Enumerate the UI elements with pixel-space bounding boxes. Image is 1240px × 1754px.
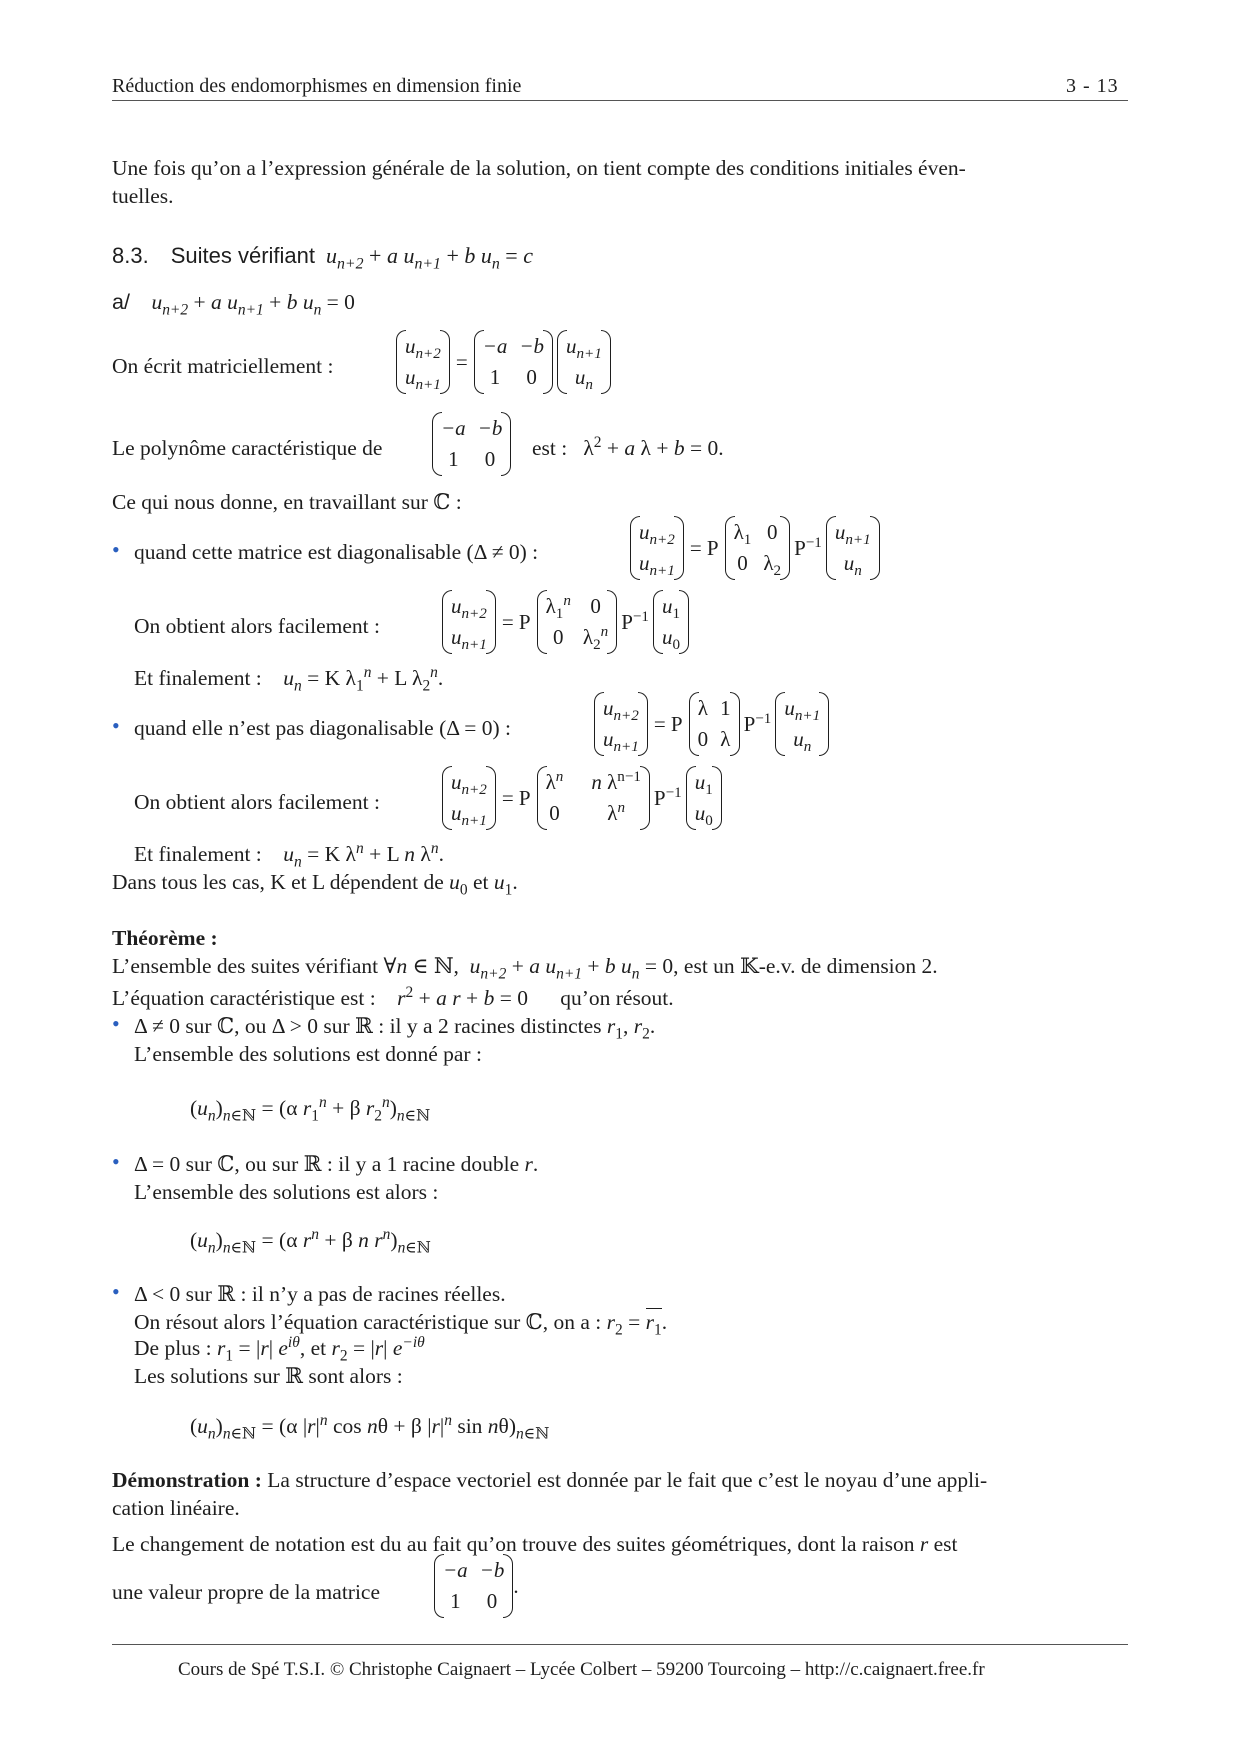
complex-intro: Ce qui nous donne, en travaillant sur ℂ :: [112, 490, 462, 514]
case-2-line: Δ = 0 sur ℂ, ou sur ℝ : il y a 1 racine double r.: [134, 1152, 539, 1176]
case-3-c-and: , et: [299, 1336, 327, 1360]
matrix-intro: On écrit matriciellement :: [112, 354, 334, 378]
case-3-b-line: On résout alors l’équation caractéristique sur ℂ, on a : $r_2 = r_1$.: [134, 1310, 668, 1339]
section-number: 8.3.: [112, 243, 149, 268]
demo-line-4: une valeur propre de la matrice: [112, 1580, 381, 1604]
case-1-b: L’ensemble des solutions est donné par :: [134, 1042, 482, 1066]
bullet-icon: •: [112, 1279, 120, 1304]
demo-matrix: −a −b 1 0 .: [434, 1554, 519, 1618]
theorem-line-1-text: L’ensemble des suites vérifiant ∀: [112, 954, 397, 978]
charpoly-matrix: −a −b 1 0: [432, 412, 511, 476]
section-heading: 8.3. Suites vérifiant $u_{n+2} + a$ $u_{n+1} + b$ $u_n = c$: [112, 243, 533, 273]
finally-2-line: Et finalement : $u_n = K$ $\lambda^n + L$ n $\lambda^n$.: [134, 839, 444, 871]
bullet-icon: •: [112, 1011, 120, 1036]
nondiag-equation: $u_{n+2}$ $u_{n+1}$ = P λ 1 0 λ $P^{-1}$ $u_{n+1}$ $u_n$: [594, 692, 829, 756]
char-eq: L’équation caractéristique est :: [112, 986, 376, 1010]
diag-power-equation: $u_{n+2}$ $u_{n+1}$ = P $\lambda_1^n$ 0 0 $\lambda_2^n$ $P^{-1}$ $u_1$ $u_0$: [442, 590, 689, 654]
part-a-heading: a/ $u_{n+2} + a$ $u_{n+1} + b$ $u_n = 0$: [112, 290, 355, 319]
obtain-2: On obtient alors facilement :: [134, 790, 380, 814]
obtain-1: On obtient alors facilement :: [134, 614, 380, 638]
all-cases: Dans tous les cas, K et L dépendent de: [112, 870, 444, 894]
charpoly-result: est : $\lambda^2 + a$ λ + b = 0.: [532, 433, 724, 460]
nondiag-case: quand elle n’est pas diagonalisable (Δ = 0) :: [134, 716, 512, 740]
footer-rule: [112, 1644, 1128, 1645]
case-2-a: Δ = 0 sur ℂ, ou sur ℝ : il y a 1 racine double: [134, 1152, 520, 1176]
char-eq-line: L’équation caractéristique est : $r^2 + a$ r + b = 0 qu’on résout.: [112, 983, 674, 1010]
part-a-label: a/: [112, 290, 130, 314]
theorem-line-1-end: , est un 𝕂-e.v. de dimension 2.: [673, 954, 938, 978]
intro-line-1: Une fois qu’on a l’expression générale de la solution, on tient compte des conditions initiales éven-: [112, 156, 966, 180]
nondiag-power-equation: $u_{n+2}$ $u_{n+1}$ = P $\lambda^n$ n $\lambda^{n-1}$ 0 $\lambda^n$ $P^{-1}$ $u_1$ $u_0$: [442, 766, 722, 830]
theorem-line-1: L’ensemble des suites vérifiant ∀n ∈ ℕ, $u_{n+2} + a$ $u_{n+1} + b$ $u_n = 0$, est un 𝕂-e.v. de dimension 2.: [112, 954, 938, 983]
page-number: 3 - 13: [1066, 75, 1119, 97]
finally-1: Et finalement :: [134, 666, 262, 690]
finally-1-line: Et finalement : $u_n = K$ $\lambda_1^n + L$ $\lambda_2^n$.: [134, 663, 444, 695]
case-2-formula: $(u_n)_{n\in ℕ} = (\alpha$ $r^n + \beta$ n $r^n)_{n\in ℕ}$: [190, 1225, 431, 1257]
bullet-icon: •: [112, 713, 120, 738]
demo-line-3-text: Le changement de notation est du au fait qu’on trouve des suites géométriques, dont la raison: [112, 1532, 915, 1556]
case-3-a: Δ < 0 sur ℝ : il n’y a pas de racines réelles.: [134, 1282, 506, 1306]
charpoly-est: est :: [532, 436, 568, 460]
demo-title: Démonstration :: [112, 1468, 262, 1492]
header-rule: [112, 100, 1128, 101]
case-1-formula: $(u_n)_{n\in ℕ} = (\alpha$ $r_1^n + \beta$ $r_2^n)_{n\in ℕ}$: [190, 1093, 431, 1125]
case-3-formula: $(u_n)_{n\in ℕ} = (\alpha$ $|r|^n$ cos nθ + β $|r|^n$ $\sin n\theta)_{n\in ℕ}$: [190, 1411, 550, 1443]
case-3-c-line: De plus : $r_1 = |r|$ $e^{i\theta}$, et $r_2 = |r|$ $e^{-i\theta}$: [134, 1333, 425, 1365]
demo-line-1: [112, 1466, 987, 1494]
all-cases-and: et: [473, 870, 489, 894]
theorem-title: Théorème :: [112, 926, 218, 950]
header-title: Réduction des endomorphismes en dimension finie: [112, 75, 522, 97]
case-3-d: Les solutions sur ℝ sont alors :: [134, 1364, 403, 1388]
all-cases-line: Dans tous les cas, K et L dépendent de $u_0$ et $u_1$.: [112, 870, 518, 899]
bullet-icon: •: [112, 1149, 120, 1174]
demo-line-2: cation linéaire.: [112, 1496, 240, 1520]
matrix-equation: $u_{n+2}$ $u_{n+1}$ = −a −b 1 0 $u_{n+1}$ $u_n$: [396, 330, 611, 394]
diag-case: quand cette matrice est diagonalisable (Δ ≠ 0) :: [134, 540, 539, 564]
section-title: Suites vérifiant: [170, 243, 315, 268]
demo-line-3-end: est: [933, 1532, 958, 1556]
demo-line-3: Le changement de notation est du au fait qu’on trouve des suites géométriques, dont la raison r est: [112, 1532, 958, 1556]
case-3-c: De plus :: [134, 1336, 212, 1360]
demo-line-1-text: La structure d’espace vectoriel est donnée par le fait que c’est le noyau d’une appli-: [267, 1468, 988, 1492]
intro-line-2: tuelles.: [112, 184, 174, 208]
finally-2: Et finalement :: [134, 842, 262, 866]
char-eq-end: qu’on résout.: [560, 986, 674, 1010]
case-1-a: Δ ≠ 0 sur ℂ, ou Δ > 0 sur ℝ : il y a 2 racines distinctes: [134, 1014, 602, 1038]
footer-text: Cours de Spé T.S.I. © Christophe Caignaert – Lycée Colbert – 59200 Tourcoing – http://c.caignaert.free.fr: [178, 1659, 985, 1680]
case-1-line: Δ ≠ 0 sur ℂ, ou Δ > 0 sur ℝ : il y a 2 racines distinctes $r_1$, $r_2$.: [134, 1014, 656, 1043]
bullet-icon: •: [112, 537, 120, 562]
case-3-b: On résout alors l’équation caractéristique sur ℂ, on a :: [134, 1310, 602, 1334]
diag-equation: $u_{n+2}$ $u_{n+1}$ = P $\lambda_1$ 0 0 $\lambda_2$ $P^{-1}$ $u_{n+1}$ $u_n$: [630, 516, 880, 580]
charpoly-intro: Le polynôme caractéristique de: [112, 436, 383, 460]
case-2-b: L’ensemble des solutions est alors :: [134, 1180, 439, 1204]
